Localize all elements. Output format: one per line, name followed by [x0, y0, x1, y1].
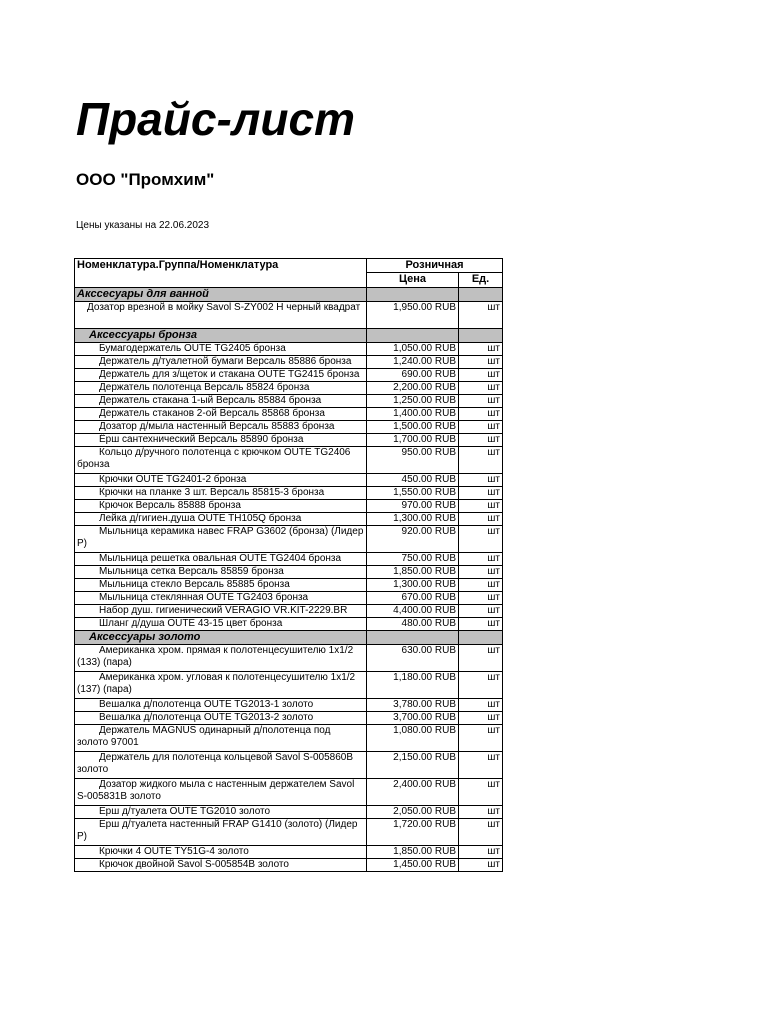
product-unit: шт	[459, 566, 503, 579]
product-unit: шт	[459, 487, 503, 500]
table-row	[75, 369, 503, 382]
product-unit: шт	[459, 500, 503, 513]
product-name: Американка хром. угловая к полотенцесушителю 1х1/2 (137) (пара)	[75, 672, 367, 699]
product-price: 4,400.00 RUB	[367, 605, 459, 618]
product-price: 920.00 RUB	[367, 526, 459, 553]
group-name: Акссесуары для ванной	[75, 288, 367, 302]
table-row	[75, 605, 503, 618]
product-unit: шт	[459, 712, 503, 725]
product-price: 630.00 RUB	[367, 645, 459, 672]
product-unit: шт	[459, 672, 503, 699]
product-name: Мыльница решетка овальная OUTE TG2404 бронза	[75, 553, 367, 566]
product-price: 2,400.00 RUB	[367, 779, 459, 806]
table-row	[75, 526, 503, 553]
table-row	[75, 592, 503, 605]
product-unit: шт	[459, 618, 503, 631]
product-price: 1,850.00 RUB	[367, 846, 459, 859]
group-unit-cell	[459, 288, 503, 302]
group-price-cell	[367, 329, 459, 343]
table-row	[75, 699, 503, 712]
group-name: Аксессуары бронза	[75, 329, 367, 343]
table-row	[75, 566, 503, 579]
table-row	[75, 513, 503, 526]
group-row	[75, 329, 503, 343]
product-name: Вешалка д/полотенца OUTE TG2013-1 золото	[75, 699, 367, 712]
product-name: Держатель стаканов 2-ой Версаль 85868 бронза	[75, 408, 367, 421]
table-row	[75, 819, 503, 846]
product-unit: шт	[459, 752, 503, 779]
product-price: 450.00 RUB	[367, 474, 459, 487]
table-row	[75, 859, 503, 872]
product-name: Мыльница керамика навес FRAP G3602 (бронза) (Лидер Р)	[75, 526, 367, 553]
product-price: 1,400.00 RUB	[367, 408, 459, 421]
table-row	[75, 752, 503, 779]
product-name: Кольцо д/ручного полотенца с крючком OUTE TG2406 бронза	[75, 447, 367, 474]
product-unit: шт	[459, 382, 503, 395]
product-name: Крючок двойной Savol S-005854B золото	[75, 859, 367, 872]
product-name: Крючки на планке 3 шт. Версаль 85815-3 бронза	[75, 487, 367, 500]
product-name: Держатель стакана 1-ый Версаль 85884 бронза	[75, 395, 367, 408]
product-price: 2,150.00 RUB	[367, 752, 459, 779]
table-row	[75, 712, 503, 725]
group-row	[75, 288, 503, 302]
product-unit: шт	[459, 302, 503, 329]
table-row	[75, 618, 503, 631]
column-header-name: Номенклатура.Группа/Номенклатура	[75, 259, 367, 288]
product-name: Ерш д/туалета OUTE TG2010 золото	[75, 806, 367, 819]
product-unit: шт	[459, 356, 503, 369]
price-table-body	[75, 288, 503, 872]
product-price: 1,240.00 RUB	[367, 356, 459, 369]
product-name: Бумагодержатель OUTE TG2405 бронза	[75, 343, 367, 356]
product-unit: шт	[459, 819, 503, 846]
product-unit: шт	[459, 343, 503, 356]
column-header-unit: Ед.	[459, 273, 503, 288]
product-unit: шт	[459, 369, 503, 382]
table-row	[75, 302, 503, 329]
table-row	[75, 447, 503, 474]
group-unit-cell	[459, 631, 503, 645]
table-row	[75, 421, 503, 434]
product-unit: шт	[459, 513, 503, 526]
table-row	[75, 579, 503, 592]
product-price: 670.00 RUB	[367, 592, 459, 605]
product-name: Вешалка д/полотенца OUTE TG2013-2 золото	[75, 712, 367, 725]
product-name: Ёрш сантехнический Версаль 85890 бронза	[75, 434, 367, 447]
table-row	[75, 846, 503, 859]
product-name: Держатель MAGNUS одинарный д/полотенца под золото 97001	[75, 725, 367, 752]
product-name: Держатель полотенца Версаль 85824 бронза	[75, 382, 367, 395]
product-name: Крючки 4 OUTE TY51G-4 золото	[75, 846, 367, 859]
product-price: 3,700.00 RUB	[367, 712, 459, 725]
product-name: Крючок Версаль 85888 бронза	[75, 500, 367, 513]
table-row	[75, 434, 503, 447]
product-unit: шт	[459, 859, 503, 872]
product-name: Крючки OUTE TG2401-2 бронза	[75, 474, 367, 487]
table-row	[75, 500, 503, 513]
product-price: 970.00 RUB	[367, 500, 459, 513]
column-header-price: Цена	[367, 273, 459, 288]
product-unit: шт	[459, 553, 503, 566]
product-price: 1,850.00 RUB	[367, 566, 459, 579]
product-unit: шт	[459, 605, 503, 618]
product-price: 1,450.00 RUB	[367, 859, 459, 872]
product-unit: шт	[459, 474, 503, 487]
group-price-cell	[367, 288, 459, 302]
product-price: 1,500.00 RUB	[367, 421, 459, 434]
table-row	[75, 474, 503, 487]
product-price: 950.00 RUB	[367, 447, 459, 474]
product-price: 1,080.00 RUB	[367, 725, 459, 752]
product-unit: шт	[459, 779, 503, 806]
product-price: 1,300.00 RUB	[367, 579, 459, 592]
table-row	[75, 806, 503, 819]
product-price: 1,180.00 RUB	[367, 672, 459, 699]
product-price: 1,700.00 RUB	[367, 434, 459, 447]
table-row	[75, 343, 503, 356]
product-price: 1,050.00 RUB	[367, 343, 459, 356]
product-name: Дозатор д/мыла настенный Версаль 85883 бронза	[75, 421, 367, 434]
product-price: 1,550.00 RUB	[367, 487, 459, 500]
group-unit-cell	[459, 329, 503, 343]
product-name: Мыльница стекло Версаль 85885 бронза	[75, 579, 367, 592]
table-row	[75, 672, 503, 699]
product-price: 2,050.00 RUB	[367, 806, 459, 819]
table-row	[75, 779, 503, 806]
product-unit: шт	[459, 434, 503, 447]
product-name: Дозатор врезной в мойку Savol S-ZY002 H черный квадрат	[75, 302, 367, 329]
product-price: 1,950.00 RUB	[367, 302, 459, 329]
product-unit: шт	[459, 725, 503, 752]
table-row	[75, 645, 503, 672]
product-unit: шт	[459, 699, 503, 712]
product-unit: шт	[459, 408, 503, 421]
product-name: Набор душ. гигиенический VERAGIO VR.KIT-2229.BR	[75, 605, 367, 618]
product-unit: шт	[459, 592, 503, 605]
product-name: Лейка д/гигиен.душа OUTE TH105Q бронза	[75, 513, 367, 526]
product-unit: шт	[459, 579, 503, 592]
product-unit: шт	[459, 645, 503, 672]
table-row	[75, 395, 503, 408]
table-row	[75, 487, 503, 500]
product-unit: шт	[459, 526, 503, 553]
group-name: Аксессуары золото	[75, 631, 367, 645]
product-price: 3,780.00 RUB	[367, 699, 459, 712]
product-name: Американка хром. прямая к полотенцесушителю 1х1/2 (133) (пара)	[75, 645, 367, 672]
product-unit: шт	[459, 846, 503, 859]
table-row	[75, 553, 503, 566]
product-price: 480.00 RUB	[367, 618, 459, 631]
product-name: Мыльница сетка Версаль 85859 бронза	[75, 566, 367, 579]
group-row	[75, 631, 503, 645]
company-name: ООО "Промхим"	[76, 170, 215, 189]
table-row	[75, 382, 503, 395]
product-name: Держатель для полотенца кольцевой Savol S-005860B золото	[75, 752, 367, 779]
table-row	[75, 725, 503, 752]
product-unit: шт	[459, 395, 503, 408]
page-title: Прайс-лист	[76, 93, 355, 145]
price-date-note: Цены указаны на 22.06.2023	[76, 220, 210, 231]
product-name: Шланг д/душа OUTE 43-15 цвет бронза	[75, 618, 367, 631]
price-table	[74, 258, 503, 872]
column-group-header-retail: Розничная	[367, 259, 503, 273]
product-price: 1,720.00 RUB	[367, 819, 459, 846]
product-price: 1,300.00 RUB	[367, 513, 459, 526]
product-price: 1,250.00 RUB	[367, 395, 459, 408]
product-unit: шт	[459, 806, 503, 819]
product-price: 690.00 RUB	[367, 369, 459, 382]
product-name: Держатель д/туалетной бумаги Версаль 85886 бронза	[75, 356, 367, 369]
product-unit: шт	[459, 447, 503, 474]
product-name: Мыльница стеклянная OUTE TG2403 бронза	[75, 592, 367, 605]
product-price: 750.00 RUB	[367, 553, 459, 566]
table-row	[75, 408, 503, 421]
table-row	[75, 356, 503, 369]
product-name: Дозатор жидкого мыла с настенным держателем Savol S-005831B золото	[75, 779, 367, 806]
group-price-cell	[367, 631, 459, 645]
product-unit: шт	[459, 421, 503, 434]
product-name: Ерш д/туалета настенный FRAP G1410 (золото) (Лидер Р)	[75, 819, 367, 846]
product-name: Держатель для з/щеток и стакана OUTE TG2415 бронза	[75, 369, 367, 382]
product-price: 2,200.00 RUB	[367, 382, 459, 395]
